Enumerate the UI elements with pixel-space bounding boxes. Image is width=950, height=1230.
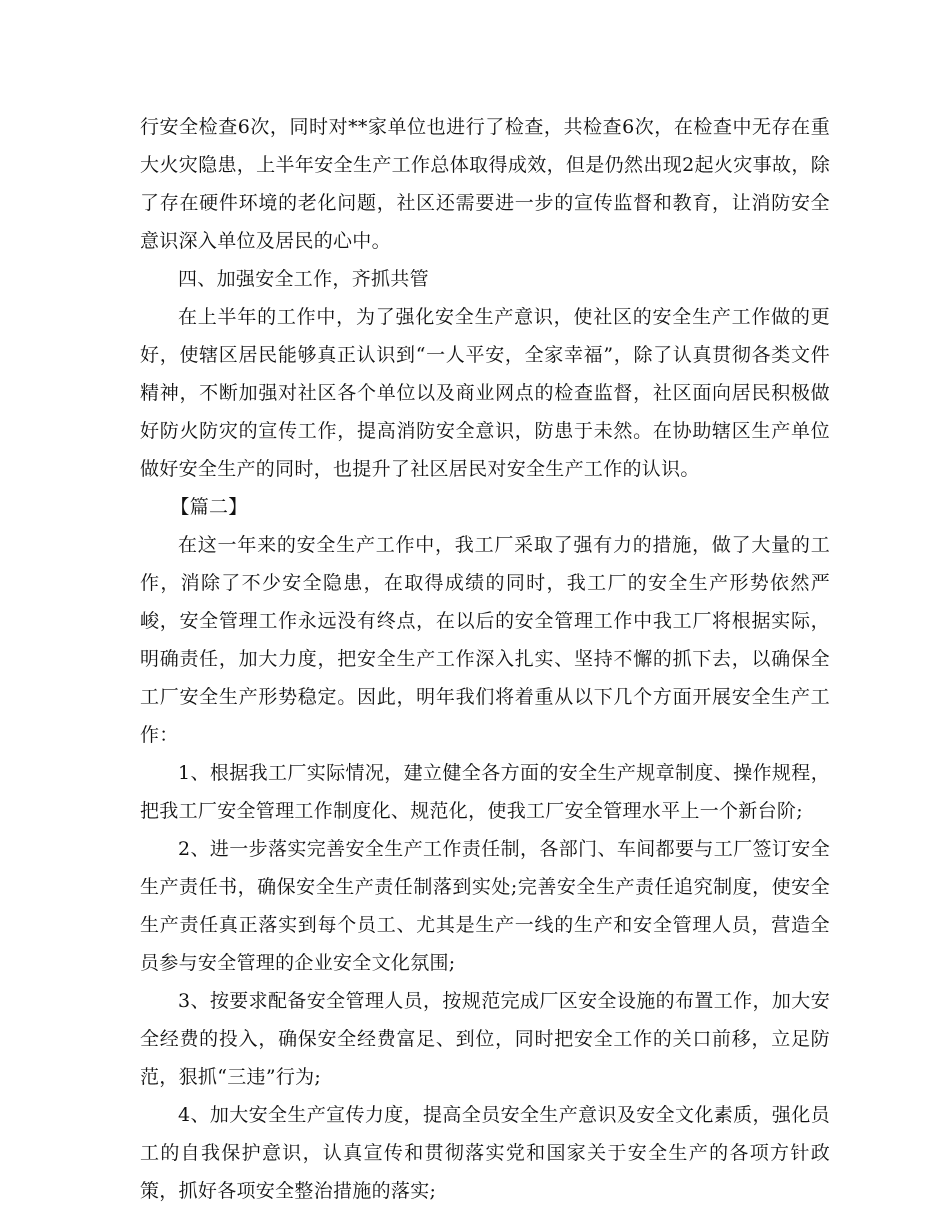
list-item-2: 2、进一步落实完善安全生产工作责任制，各部门、车间都要与工厂签订安全生产责任书，确保安全生产责任制落到实处;完善安全生产责任追究制度，使安全生产责任真正落实到每个员工、尤其是生产一线的生产和安全管理人员，营造全员参与安全管理的企业安全文化氛围;	[140, 838, 830, 974]
list-item-3: 3、按要求配备安全管理人员，按规范完成厂区安全设施的布置工作，加大安全经费的投入，确保安全经费富足、到位，同时把安全工作的关口前移，立足防范，狠抓“三违”行为;	[140, 990, 830, 1088]
paragraph-continuation: 行安全检查6次，同时对**家单位也进行了检查，共检查6次，在检查中无存在重大火灾隐患，上半年安全生产工作总体取得成效，但是仍然出现2起火灾事故，除了存在硬件环境的老化问题，社区还需要进一步的宣传监督和教育，让消防安全意识深入单位及居民的心中。	[140, 116, 830, 252]
list-item-4: 4、加大安全生产宣传力度，提高全员安全生产意识及安全文化素质，强化员工的自我保护意识，认真宣传和贯彻落实党和国家关于安全生产的各项方针政策，抓好各项安全整治措施的落实;	[140, 1104, 830, 1202]
section-marker-part-two: 【篇二】	[170, 496, 248, 518]
list-item-1: 1、根据我工厂实际情况，建立健全各方面的安全生产规章制度、操作规程，把我工厂安全管理工作制度化、规范化，使我工厂安全管理水平上一个新台阶;	[140, 762, 830, 822]
paragraph-half-year-work: 在上半年的工作中，为了强化安全生产意识，使社区的安全生产工作做的更好，使辖区居民能够真正认识到“一人平安，全家幸福”，除了认真贯彻各类文件精神，不断加强对社区各个单位以及商业网点的检查监督，社区面向居民积极做好防火防灾的宣传工作，提高消防安全意识，防患于未然。在协助辖区生产单位做好安全生产的同时，也提升了社区居民对安全生产工作的认识。	[140, 306, 830, 480]
document-body	[140, 108, 830, 1210]
paragraph-annual-summary: 在这一年来的安全生产工作中，我工厂采取了强有力的措施，做了大量的工作，消除了不少安全隐患，在取得成绩的同时，我工厂的安全生产形势依然严峻，安全管理工作永远没有终点，在以后的安全管理工作中我工厂将根据实际，明确责任，加大力度，把安全生产工作深入扎实、坚持不懈的抓下去，以确保全工厂安全生产形势稳定。因此，明年我们将着重从以下几个方面开展安全生产工作：	[140, 534, 830, 746]
section-heading-four: 四、加强安全工作，齐抓共管	[178, 268, 429, 290]
